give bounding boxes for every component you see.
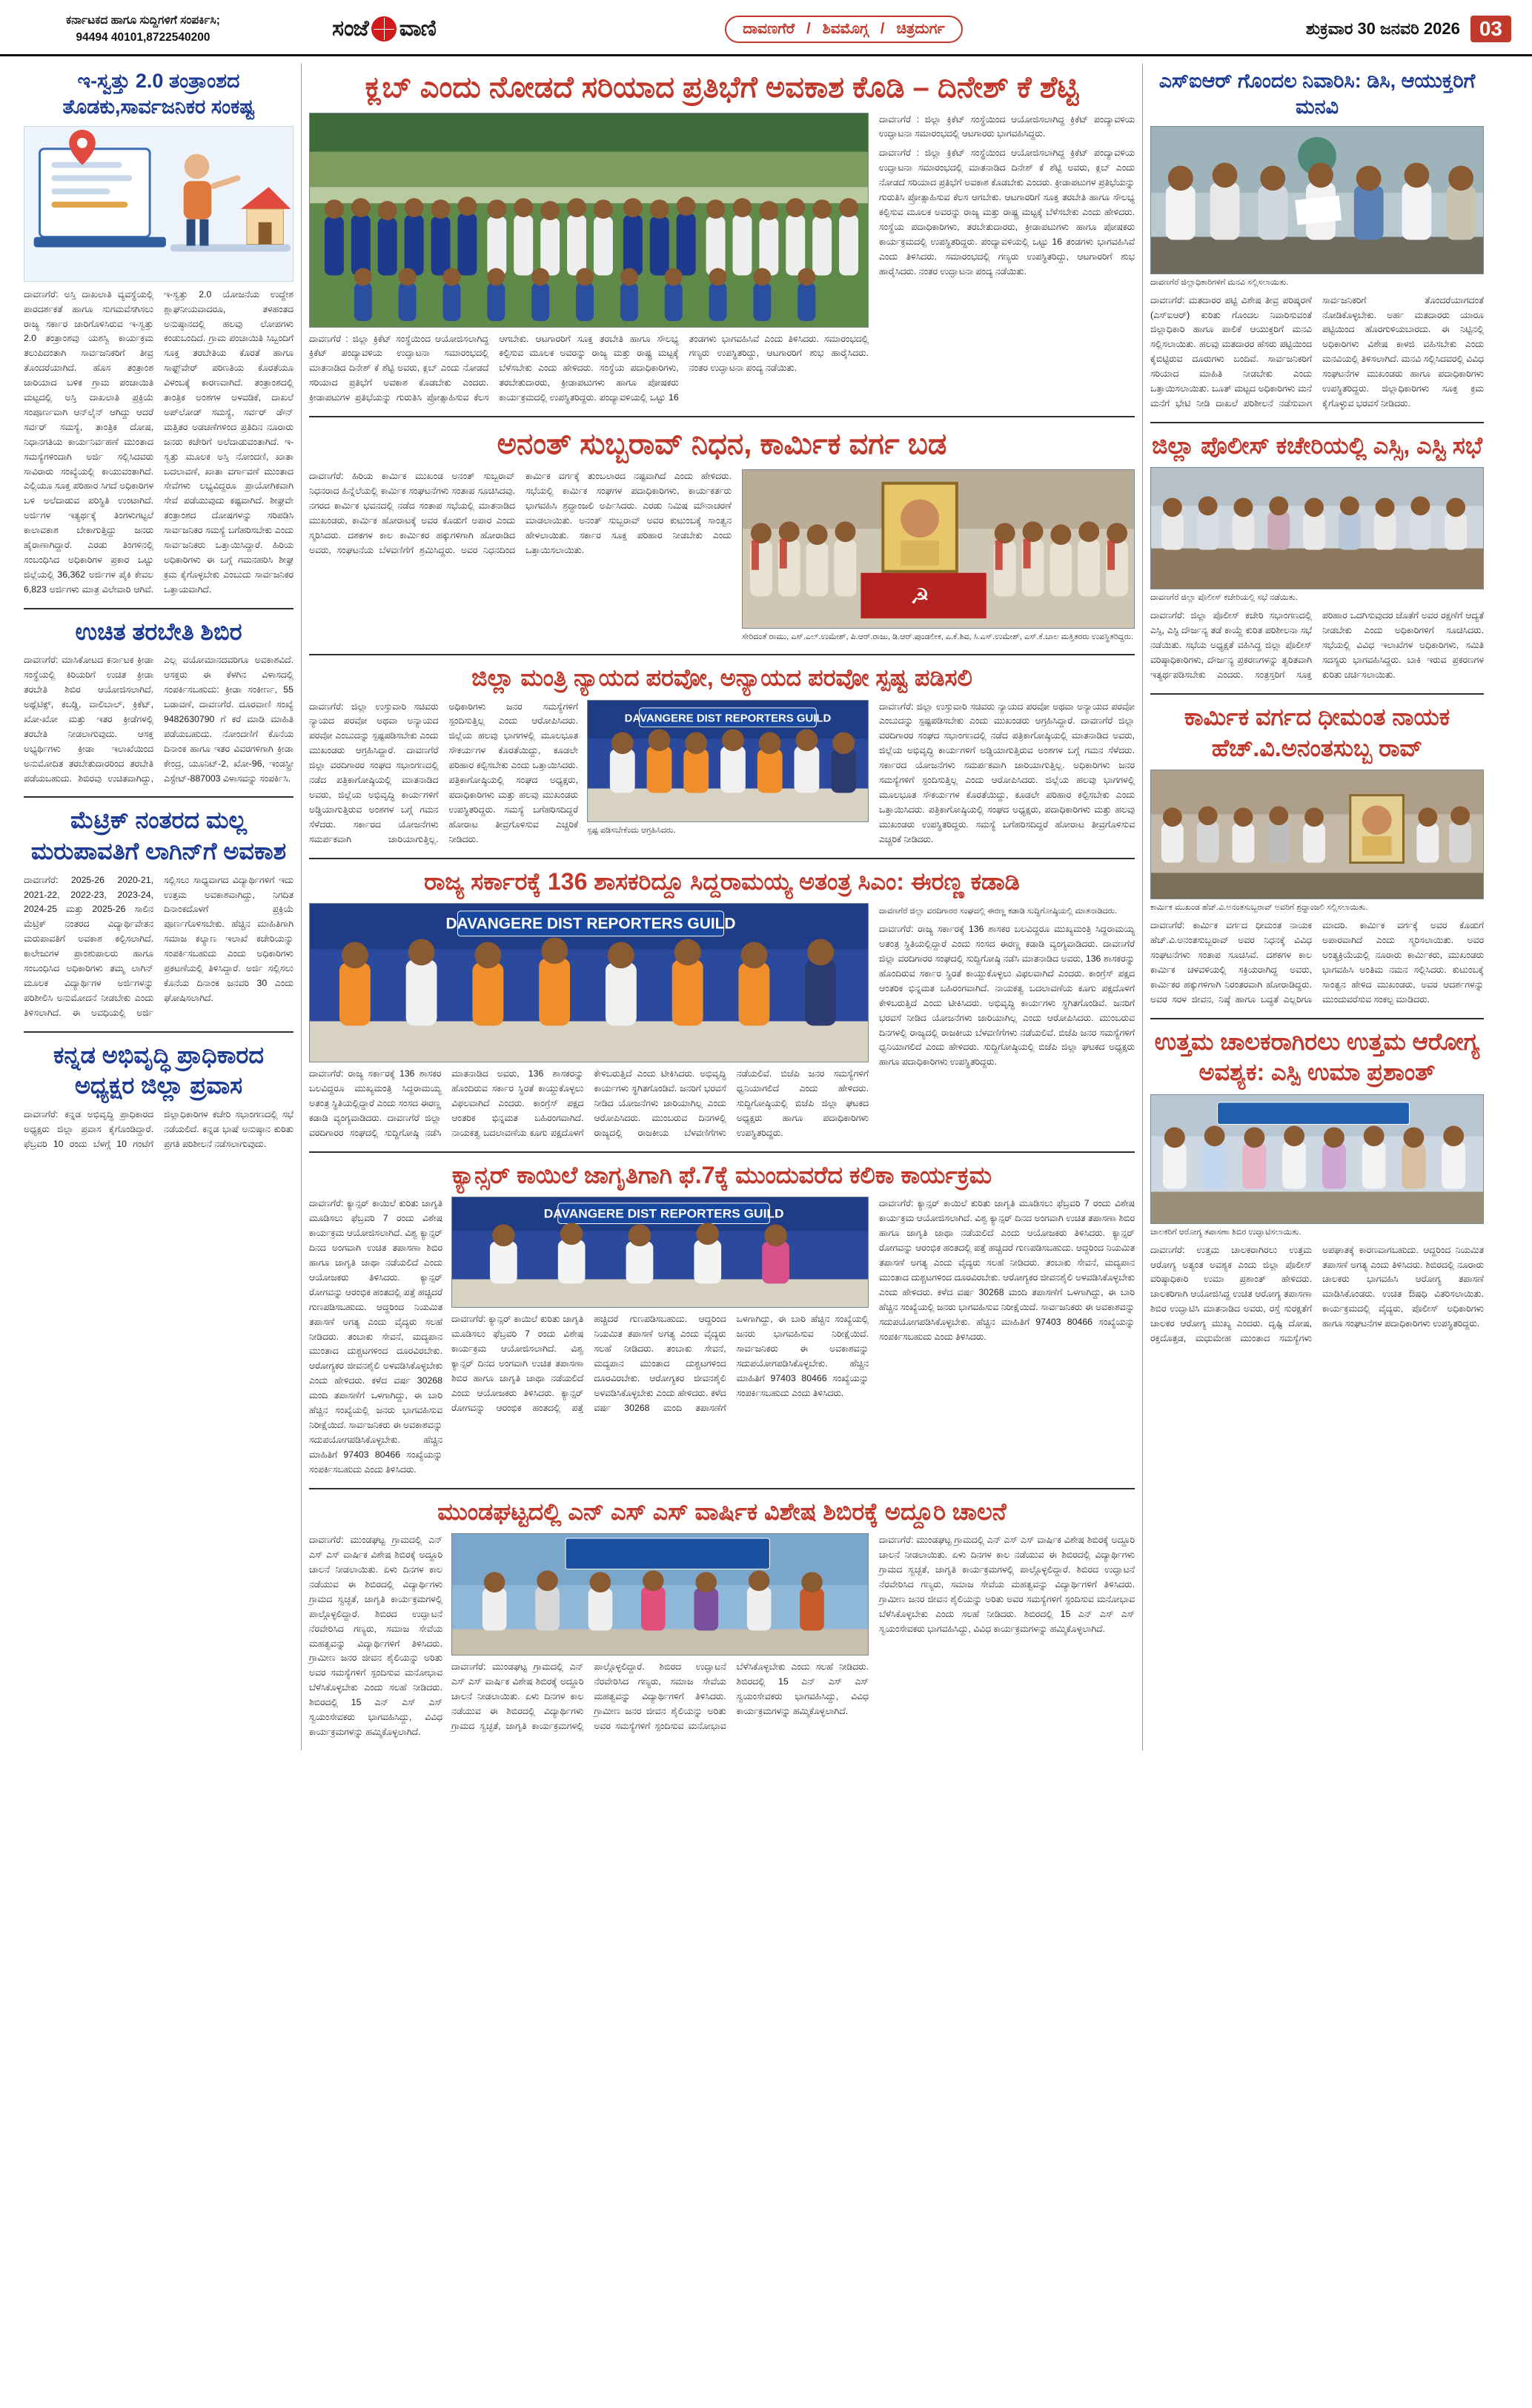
column-right bbox=[1143, 64, 1491, 1750]
edition-list bbox=[503, 16, 1185, 43]
column-middle bbox=[302, 64, 1143, 1750]
article-headline: ಕಾರ್ಮಿಕ ವರ್ಗದ ಧೀಮಂತ ನಾಯಕ ಹೆಚ್.ವಿ.ಅನಂತಸುಬ್ಬ ರಾವ್ bbox=[1184, 703, 1450, 761]
article-nss-camp bbox=[309, 1497, 1135, 1740]
svg-text:☭: ☭ bbox=[909, 584, 930, 609]
article-photo bbox=[309, 903, 869, 1062]
article-police-sc-st-meeting bbox=[1150, 431, 1484, 683]
photo-caption: ಕಾರ್ಮಿಕ ಮುಖಂಡ ಹೆಚ್.ವಿ.ಅನಂತಸುಬ್ಬರಾವ್ ಅವರಿಗೆ ಶ್ರದ್ಧಾಂಜಲಿ ಸಲ್ಲಿಸಲಾಯಿತು. bbox=[1150, 903, 1368, 913]
photo-caption: ದಾವಣಗೆರೆ ಜಿಲ್ಲಾ ವರದಿಗಾರರ ಸಂಘದಲ್ಲಿ ಈರಣ್ಣ ಕಡಾಡಿ ಸುದ್ದಿಗೋಷ್ಠಿಯಲ್ಲಿ ಮಾತನಾಡಿದರು. bbox=[879, 907, 1118, 916]
article-body: ದಾವಣಗೆರೆ: ಜಿಲ್ಲಾ ಪೊಲೀಸ್ ಕಚೇರಿ ಸಭಾಂಗಣದಲ್ಲಿ ಎಸ್ಸಿ, ಎಸ್ಟಿ ದೌರ್ಜನ್ಯ ತಡೆ ಕಾಯ್ದೆ ಕುರಿತ ಪರಿಶೀಲನಾ ಸಭೆ ನಡೆಯಿತು. ಸಭೆಯ ಅಧ್ಯಕ್ಷತೆ ವಹಿಸಿದ್ದ ಜಿಲ್ಲಾ ಪೊಲೀಸ್ ವರಿಷ್ಠಾಧಿಕಾರಿಗಳು, ದೌರ್ಜನ್ಯ ಪ್ರಕರಣಗಳನ್ನು ತ್ವರಿತವಾಗಿ ಇತ್ಯರ್ಥಪಡಿಸಬೇಕು ಎಂದರು. ಸಂತ್ರಸ್ತರಿಗೆ ಸೂಕ್ತ ಪರಿಹಾರ ಒದಗಿಸುವುದರ ಜೊತೆಗೆ ಅವರ ರಕ್ಷಣೆಗೆ ಆದ್ಯತೆ ನೀಡಬೇಕು ಎಂದು ಅಧಿಕಾರಿಗಳಿಗೆ ಸೂಚಿಸಿದರು. ಸಭೆಯಲ್ಲಿ ವಿವಿಧ ಇಲಾಖೆಗಳ ಅಧಿಕಾರಿಗಳು, ಸಮಿತಿ ಸದಸ್ಯರು ಭಾಗವಹಿಸಿದ್ದರು. ಬಾಕಿ ಇರುವ ಪ್ರಕರಣಗಳ ಕುರಿತು ಚರ್ಚಿಸಲಾಯಿತು. bbox=[1150, 610, 1484, 681]
divider bbox=[309, 1488, 1135, 1489]
photo-condolence-meeting bbox=[743, 470, 1134, 628]
article-body-side: ದಾವಣಗೆರೆ: ಕ್ಯಾನ್ಸರ್ ಕಾಯಿಲೆ ಕುರಿತು ಜಾಗೃತಿ ಮೂಡಿಸಲು ಫೆಬ್ರವರಿ 7 ರಂದು ವಿಶೇಷ ಕಾರ್ಯಕ್ರಮ ಆಯೋಜಿಸಲಾಗಿದೆ. ವಿಶ್ವ ಕ್ಯಾನ್ಸರ್ ದಿನದ ಅಂಗವಾಗಿ ಉಚಿತ ತಪಾಸಣಾ ಶಿಬಿರ ಹಾಗೂ ಜಾಗೃತಿ ಜಾಥಾ ನಡೆಯಲಿದೆ ಎಂದು ಆಯೋಜಕರು ತಿಳಿಸಿದರು. ಕ್ಯಾನ್ಸರ್ ರೋಗವನ್ನು ಆರಂಭಿಕ ಹಂತದಲ್ಲಿ ಪತ್ತೆ ಹಚ್ಚಿದರೆ ಗುಣಪಡಿಸಬಹುದು. ಆದ್ದರಿಂದ ನಿಯಮಿತ ತಪಾಸಣೆ ಅಗತ್ಯ ಎಂದು ವೈದ್ಯರು ಸಲಹೆ ನೀಡಿದರು. ತಂಬಾಕು ಸೇವನೆ, ಮದ್ಯಪಾನ ಮುಂತಾದ ದುಶ್ಚಟಗಳಿಂದ ದೂರವಿರಬೇಕು. ಆರೋಗ್ಯಕರ ಜೀವನಶೈಲಿ ಅಳವಡಿಸಿಕೊಳ್ಳಬೇಕು ಎಂದು ಹೇಳಿದರು. ಕಳೆದ ವರ್ಷ 30268 ಮಂದಿ ತಪಾಸಣೆಗೆ ಒಳಗಾಗಿದ್ದು, ಈ ಬಾರಿ ಹೆಚ್ಚಿನ ಸಂಖ್ಯೆಯಲ್ಲಿ ಜನರು ಭಾಗವಹಿಸುವ ನಿರೀಕ್ಷೆಯಿದೆ. ಸಾರ್ವಜನಿಕರು ಈ ಅವಕಾಶವನ್ನು ಸದುಪಯೋಗಪಡಿಸಿಕೊಳ್ಳಬೇಕು. ಹೆಚ್ಚಿನ ಮಾಹಿತಿಗೆ 97403 80466 ಸಂಖ್ಯೆಯನ್ನು ಸಂಪರ್ಕಿಸಬಹುದು ಎಂದು ತಿಳಿಸಿದರು. bbox=[879, 1198, 1135, 1342]
page-number: 03 bbox=[1470, 16, 1511, 42]
article-photo bbox=[742, 469, 1135, 629]
divider bbox=[1150, 693, 1484, 695]
article-headline: ಉತ್ತಮ ಚಾಲಕರಾಗಿರಲು ಉತ್ತಮ ಆರೋಗ್ಯ ಅವಶ್ಯಕ: ಎಸ್ಪಿ ಉಮಾ ಪ್ರಶಾಂತ್ bbox=[1154, 1028, 1480, 1086]
divider bbox=[24, 796, 294, 798]
publication-date: ಶುಕ್ರವಾರ 30 ಜನವರಿ 2026 bbox=[1305, 19, 1460, 39]
divider bbox=[309, 1151, 1135, 1153]
column-left bbox=[16, 64, 302, 1750]
divider bbox=[24, 1031, 294, 1033]
edition-3: ಚಿತ್ರದುರ್ಗ bbox=[896, 20, 945, 37]
article-body: ದಾವಣಗೆರೆ: ಮತದಾರರ ಪಟ್ಟಿ ವಿಶೇಷ ತೀವ್ರ ಪರಿಷ್ಕರಣೆ (ಎಸ್‌ಐಆರ್) ಕುರಿತು ಗೊಂದಲ ನಿವಾರಿಸುವಂತೆ ಜಿಲ್ಲಾಧಿಕಾರಿ ಹಾಗೂ ಪಾಲಿಕೆ ಆಯುಕ್ತರಿಗೆ ಮನವಿ ಸಲ್ಲಿಸಲಾಯಿತು. ಹಲವು ಮತದಾರರ ಹೆಸರು ಪಟ್ಟಿಯಿಂದ ಕೈಬಿಟ್ಟಿರುವ ದೂರುಗಳು ಬಂದಿವೆ. ಸಾರ್ವಜನಿಕರಿಗೆ ಸರಿಯಾದ ಮಾಹಿತಿ ನೀಡಬೇಕು ಎಂದು ಒತ್ತಾಯಿಸಲಾಯಿತು. ಬೂತ್ ಮಟ್ಟದ ಅಧಿಕಾರಿಗಳು ಮನೆ ಮನೆಗೆ ಭೇಟಿ ನೀಡಿ ದಾಖಲೆ ಪರಿಶೀಲನೆ ನಡೆಸುವಾಗ ಸಾರ್ವಜನಿಕರಿಗೆ ತೊಂದರೆಯಾಗದಂತೆ ನೋಡಿಕೊಳ್ಳಬೇಕು. ಅರ್ಹ ಮತದಾರರು ಯಾರೂ ಪಟ್ಟಿಯಿಂದ ಹೊರಗುಳಿಯಬಾರದು. ಈ ನಿಟ್ಟಿನಲ್ಲಿ ಅಧಿಕಾರಿಗಳು ವಿಶೇಷ ಕಾಳಜಿ ವಹಿಸಬೇಕು ಎಂದು ಮನವಿಯಲ್ಲಿ ತಿಳಿಸಲಾಗಿದೆ. ಮನವಿ ಸಲ್ಲಿಸಿದವರಲ್ಲಿ ವಿವಿಧ ಸಂಘಟನೆಗಳ ಮುಖಂಡರು ಹಾಗೂ ಪದಾಧಿಕಾರಿಗಳು ಉಪಸ್ಥಿತರಿದ್ದರು. ಜಿಲ್ಲಾಧಿಕಾರಿಗಳು ಸೂಕ್ತ ಕ್ರಮ ಕೈಗೊಳ್ಳುವ ಭರವಸೆ ನೀಡಿದರು. bbox=[1150, 294, 1484, 408]
article-headline: ಕ್ಯಾನ್ಸರ್ ಕಾಯಿಲೆ ಜಾಗೃತಿಗಾಗಿ ಫೆ.7ಕ್ಕೆ ಮುಂದುವರೆದ ಕಲಿಕಾ ಕಾರ್ಯಕ್ರಮ bbox=[451, 1161, 992, 1188]
article-body: ದಾವಣಗೆರೆ: ಜಿಲ್ಲಾ ಉಸ್ತುವಾರಿ ಸಚಿವರು ನ್ಯಾಯದ ಪರವೋ ಅಥವಾ ಅನ್ಯಾಯದ ಪರವೋ ಎಂಬುದನ್ನು ಸ್ಪಷ್ಟಪಡಿಸಬೇಕು ಎಂದು ಮುಖಂಡರು ಆಗ್ರಹಿಸಿದ್ದಾರೆ. ದಾವಣಗೆರೆ ಜಿಲ್ಲಾ ವರದಿಗಾರರ ಸಂಘದ ಸಭಾಂಗಣದಲ್ಲಿ ನಡೆದ ಪತ್ರಿಕಾಗೋಷ್ಠಿಯಲ್ಲಿ ಮಾತನಾಡಿದ ಅವರು, ಜಿಲ್ಲೆಯ ಅಭಿವೃದ್ಧಿ ಕಾರ್ಯಗಳಿಗೆ ಅಡ್ಡಿಯಾಗುತ್ತಿರುವ ಅಂಶಗಳ ಬಗ್ಗೆ ಗಮನ ಸೆಳೆದರು. ಸರ್ಕಾರದ ಯೋಜನೆಗಳು ಸಮರ್ಪಕವಾಗಿ ಜಾರಿಯಾಗುತ್ತಿಲ್ಲ. ಅಧಿಕಾರಿಗಳು ಜನರ ಸಮಸ್ಯೆಗಳಿಗೆ ಸ್ಪಂದಿಸುತ್ತಿಲ್ಲ ಎಂದು ಆರೋಪಿಸಿದರು. ಜಿಲ್ಲೆಯ ಹಲವು ಭಾಗಗಳಲ್ಲಿ ಮೂಲಭೂತ ಸೌಕರ್ಯಗಳ ಕೊರತೆಯಿದ್ದು, ಕೂಡಲೇ ಪರಿಹಾರ ಕಲ್ಪಿಸಬೇಕು ಎಂದು ಒತ್ತಾಯಿಸಿದರು. ಪತ್ರಿಕಾಗೋಷ್ಠಿಯಲ್ಲಿ ಸಂಘದ ಅಧ್ಯಕ್ಷರು, ಪದಾಧಿಕಾರಿಗಳು ಮತ್ತು ಹಲವು ಮುಖಂಡರು ಉಪಸ್ಥಿತರಿದ್ದರು. ಸಮಸ್ಯೆ ಬಗೆಹರಿಸದಿದ್ದರೆ ಹೋರಾಟ ತೀವ್ರಗೊಳಿಸುವ ಎಚ್ಚರಿಕೆ ನೀಡಿದರು. bbox=[309, 701, 578, 844]
article-eswattu bbox=[24, 68, 294, 598]
photo-press-meet-3 bbox=[452, 1197, 868, 1307]
article-body-side: ದಾವಣಗೆರೆ: ಜಿಲ್ಲಾ ಉಸ್ತುವಾರಿ ಸಚಿವರು ನ್ಯಾಯದ ಪರವೋ ಅಥವಾ ಅನ್ಯಾಯದ ಪರವೋ ಎಂಬುದನ್ನು ಸ್ಪಷ್ಟಪಡಿಸಬೇಕು ಎಂದು ಮುಖಂಡರು ಆಗ್ರಹಿಸಿದ್ದಾರೆ. ದಾವಣಗೆರೆ ಜಿಲ್ಲಾ ವರದಿಗಾರರ ಸಂಘದ ಸಭಾಂಗಣದಲ್ಲಿ ನಡೆದ ಪತ್ರಿಕಾಗೋಷ್ಠಿಯಲ್ಲಿ ಮಾತನಾಡಿದ ಅವರು, ಜಿಲ್ಲೆಯ ಅಭಿವೃದ್ಧಿ ಕಾರ್ಯಗಳಿಗೆ ಅಡ್ಡಿಯಾಗುತ್ತಿರುವ ಅಂಶಗಳ ಬಗ್ಗೆ ಗಮನ ಸೆಳೆದರು. ಸರ್ಕಾರದ ಯೋಜನೆಗಳು ಸಮರ್ಪಕವಾಗಿ ಜಾರಿಯಾಗುತ್ತಿಲ್ಲ. ಅಧಿಕಾರಿಗಳು ಜನರ ಸಮಸ್ಯೆಗಳಿಗೆ ಸ್ಪಂದಿಸುತ್ತಿಲ್ಲ ಎಂದು ಆರೋಪಿಸಿದರು. ಜಿಲ್ಲೆಯ ಹಲವು ಭಾಗಗಳಲ್ಲಿ ಮೂಲಭೂತ ಸೌಕರ್ಯಗಳ ಕೊರತೆಯಿದ್ದು, ಕೂಡಲೇ ಪರಿಹಾರ ಕಲ್ಪಿಸಬೇಕು ಎಂದು ಒತ್ತಾಯಿಸಿದರು. ಪತ್ರಿಕಾಗೋಷ್ಠಿಯಲ್ಲಿ ಸಂಘದ ಅಧ್ಯಕ್ಷರು, ಪದಾಧಿಕಾರಿಗಳು ಮತ್ತು ಹಲವು ಮುಖಂಡರು ಉಪಸ್ಥಿತರಿದ್ದರು. ಸಮಸ್ಯೆ ಬಗೆಹರಿಸದಿದ್ದರೆ ಹೋರಾಟ ತೀವ್ರಗೊಳಿಸುವ ಎಚ್ಚರಿಕೆ ನೀಡಿದರು. bbox=[879, 701, 1135, 844]
article-body: ದಾವಣಗೆರೆ: ಮಾಸಿಕೋಟದ ಕರ್ನಾಟಕ ಕ್ರೀಡಾ ಸಂಸ್ಥೆಯಲ್ಲಿ ಕಿರಿಯರಿಗೆ ಉಚಿತ ಕ್ರೀಡಾ ತರಬೇತಿ ಶಿಬಿರ ಆಯೋಜಿಸಲಾಗಿದೆ. ಅಥ್ಲೆಟಿಕ್ಸ್, ಕಬಡ್ಡಿ, ವಾಲಿಬಾಲ್, ಕ್ರಿಕೆಟ್, ಖೋ-ಖೋ ಮತ್ತು ಇತರ ಕ್ರೀಡೆಗಳಲ್ಲಿ ತರಬೇತಿ ನೀಡಲಾಗುವುದು. ಆಸಕ್ತ ಅಭ್ಯರ್ಥಿಗಳು ಕ್ರೀಡಾ ಇಲಾಖೆಯಿಂದ ಅನುಮೋದಿತ ತರಬೇತುದಾರರಿಂದ ತರಬೇತಿ ಪಡೆಯಬಹುದು. ಶಿಬಿರವು ಉಚಿತವಾಗಿದ್ದು, ಎಲ್ಲ ವಯೋಮಾನದವರಿಗೂ ಅವಕಾಶವಿದೆ. ಆಸಕ್ತರು ಈ ಕೆಳಗಿನ ವಿಳಾಸದಲ್ಲಿ ಸಂಪರ್ಕಿಸಬಹುದು: ಕ್ರೀಡಾ ಸಂಕೀರ್ಣ, 55 ಬಡಾವಣೆ, ದಾವಣಗೆರೆ. ದೂರವಾಣಿ ಸಂಖ್ಯೆ 9482630790 ಗೆ ಕರೆ ಮಾಡಿ ಮಾಹಿತಿ ಪಡೆಯಬಹುದು. ನೋಂದಣಿಗೆ ಕೊನೆಯ ದಿನಾಂಕ ಹಾಗೂ ಇತರ ವಿವರಗಳಿಗಾಗಿ ಕ್ರೀಡಾ ಕೇಂದ್ರ, ಯೂನಿಟ್-2, ಖೋ-96, ಇಂಡಸ್ಟ್ರೀ ಎಸ್ಟೇಟ್-887003 ವಿಳಾಸವನ್ನು ಸಂಪರ್ಕಿಸಿ. bbox=[24, 655, 294, 784]
article-photo bbox=[587, 700, 869, 822]
divider bbox=[1150, 1018, 1484, 1019]
logo-text-left: ಸಂಜೆ bbox=[332, 16, 368, 42]
page-content bbox=[0, 56, 1532, 1764]
article-body-side: ದಾವಣಗೆರೆ : ಜಿಲ್ಲಾ ಕ್ರಿಕೆಟ್ ಸಂಸ್ಥೆಯಿಂದ ಆಯೋಜಿಸಲಾಗಿದ್ದ ಕ್ರಿಕೆಟ್ ಪಂದ್ಯಾವಳಿಯ ಉದ್ಘಾಟನಾ ಸಮಾರಂಭದಲ್ಲಿ ಆಟಗಾರರು ಭಾಗವಹಿಸಿದ್ದರು. bbox=[879, 113, 1135, 139]
photo-caption: ಚಾಲಕರಿಗೆ ಆರೋಗ್ಯ ತಪಾಸಣಾ ಶಿಬಿರ ಉದ್ಘಾಟಿಸಲಾಯಿತು. bbox=[1150, 1227, 1301, 1237]
article-body-left: ದಾವಣಗೆರೆ: ಮುಂಡಘಟ್ಟ ಗ್ರಾಮದಲ್ಲಿ ಎನ್ ಎಸ್ ಎಸ್ ವಾರ್ಷಿಕ ವಿಶೇಷ ಶಿಬಿರಕ್ಕೆ ಅದ್ದೂರಿ ಚಾಲನೆ ನೀಡಲಾಯಿತು. ಏಳು ದಿನಗಳ ಕಾಲ ನಡೆಯುವ ಈ ಶಿಬಿರದಲ್ಲಿ ವಿದ್ಯಾರ್ಥಿಗಳು ಗ್ರಾಮದ ಸ್ವಚ್ಛತೆ, ಜಾಗೃತಿ ಕಾರ್ಯಕ್ರಮಗಳಲ್ಲಿ ಪಾಲ್ಗೊಳ್ಳಲಿದ್ದಾರೆ. ಶಿಬಿರದ ಉದ್ಘಾಟನೆ ನೆರವೇರಿಸಿದ ಗಣ್ಯರು, ಸಮಾಜ ಸೇವೆಯ ಮಹತ್ವವನ್ನು ವಿದ್ಯಾರ್ಥಿಗಳಿಗೆ ತಿಳಿಸಿದರು. ಗ್ರಾಮೀಣ ಜನರ ಜೀವನ ಶೈಲಿಯನ್ನು ಅರಿತು ಅವರ ಸಮಸ್ಯೆಗಳಿಗೆ ಸ್ಪಂದಿಸುವ ಮನೋಭಾವ ಬೆಳೆಸಿಕೊಳ್ಳಬೇಕು ಎಂದು ಸಲಹೆ ನೀಡಿದರು. ಶಿಬಿರದಲ್ಲಿ 15 ಎನ್ ಎಸ್ ಎಸ್ ಸ್ವಯಂಸೇವಕರು ಭಾಗವಹಿಸಿದ್ದು, ವಿವಿಧ ಕಾರ್ಯಕ್ರಮಗಳನ್ನು ಹಮ್ಮಿಕೊಳ್ಳಲಾಗಿದೆ. bbox=[309, 1535, 442, 1737]
article-scholarship bbox=[24, 805, 294, 1020]
divider bbox=[1150, 422, 1484, 423]
article-anant-subbarao bbox=[309, 425, 1135, 644]
masthead-date-page bbox=[1193, 16, 1511, 42]
article-kannada-authority bbox=[24, 1040, 294, 1152]
article-body: ದಾವಣಗೆರೆ: ಮುಂಡಘಟ್ಟ ಗ್ರಾಮದಲ್ಲಿ ಎನ್ ಎಸ್ ಎಸ್ ವಾರ್ಷಿಕ ವಿಶೇಷ ಶಿಬಿರಕ್ಕೆ ಅದ್ದೂರಿ ಚಾಲನೆ ನೀಡಲಾಯಿತು. ಏಳು ದಿನಗಳ ಕಾಲ ನಡೆಯುವ ಈ ಶಿಬಿರದಲ್ಲಿ ವಿದ್ಯಾರ್ಥಿಗಳು ಗ್ರಾಮದ ಸ್ವಚ್ಛತೆ, ಜಾಗೃತಿ ಕಾರ್ಯಕ್ರಮಗಳಲ್ಲಿ ಪಾಲ್ಗೊಳ್ಳಲಿದ್ದಾರೆ. ಶಿಬಿರದ ಉದ್ಘಾಟನೆ ನೆರವೇರಿಸಿದ ಗಣ್ಯರು, ಸಮಾಜ ಸೇವೆಯ ಮಹತ್ವವನ್ನು ವಿದ್ಯಾರ್ಥಿಗಳಿಗೆ ತಿಳಿಸಿದರು. ಗ್ರಾಮೀಣ ಜನರ ಜೀವನ ಶೈಲಿಯನ್ನು ಅರಿತು ಅವರ ಸಮಸ್ಯೆಗಳಿಗೆ ಸ್ಪಂದಿಸುವ ಮನೋಭಾವ ಬೆಳೆಸಿಕೊಳ್ಳಬೇಕು ಎಂದು ಸಲಹೆ ನೀಡಿದರು. ಶಿಬಿರದಲ್ಲಿ 15 ಎನ್ ಎಸ್ ಎಸ್ ಸ್ವಯಂಸೇವಕರು ಭಾಗವಹಿಸಿದ್ದು, ವಿವಿಧ ಕಾರ್ಯಕ್ರಮಗಳನ್ನು ಹಮ್ಮಿಕೊಳ್ಳಲಾಗಿದೆ. bbox=[451, 1661, 869, 1731]
article-training-camp bbox=[24, 617, 294, 787]
edition-separator-1: / bbox=[806, 20, 811, 37]
article-headline: ಉಚಿತ ತರಬೇತಿ ಶಿಬಿರ bbox=[75, 618, 242, 645]
article-headline: ಮೆಟ್ರಿಕ್ ನಂತರದ ಮಲ್ಲ ಮರುಪಾವತಿಗೆ ಲಾಗಿನ್‌ಗೆ ಅವಕಾಶ bbox=[30, 807, 287, 865]
article-headline: ಎಸ್‌ಐಆರ್ ಗೊಂದಲ ನಿವಾರಿಸಿ: ಡಿಸಿ, ಆಯುಕ್ತರಿಗೆ ಮನವಿ bbox=[1158, 69, 1476, 118]
photo-press-meet-2 bbox=[310, 904, 868, 1062]
photo-nss-camp bbox=[452, 1534, 868, 1655]
logo-text-right: ವಾಣಿ bbox=[399, 16, 436, 42]
svg-text:DAVANGERE DIST REPORTERS GUILD: DAVANGERE DIST REPORTERS GUILD bbox=[624, 712, 832, 725]
photo-caption: ಸ್ಪಷ್ಟ ಪಡಿಸಬೇಕೆಂದು ಆಗ್ರಹಿಸಿದರು. bbox=[587, 825, 676, 835]
divider bbox=[309, 654, 1135, 655]
article-body: ದಾವಣಗೆರೆ: ಅಸ್ತಿ ದಾಖಲಾತಿ ವ್ಯವಸ್ಥೆಯಲ್ಲಿ ಪಾರದರ್ಶಕತೆ ಹಾಗೂ ಸುಗಮವೆಸಗಿಸಲು ರಾಜ್ಯ ಸರ್ಕಾರ ಜಾರಿಗೊಳಿಸಿರುವ ಇ-ಸ್ವತ್ತು 2.0 ತಂತ್ರಾಂಶವು ಯಶಸ್ವಿ ಕಾರ್ಯಕ್ರಮ ತಲುಪಿದಂತಾಗಿ ಸಾರ್ವಜನಿಕರಿಗೆ ತೀವ್ರ ತೊಂದರೆಯಾಗಿದೆ. ಹೊಸ ತಂತ್ರಾಂಶ ಜಾರಿಯಾದ ಬಳಿಕ ಗ್ರಾಮ ಪಂಚಾಯಿತಿ ಮಟ್ಟದಲ್ಲಿ ಅಸ್ತಿ ದಾಖಲಾತಿ ಪ್ರಕ್ರಿಯೆ ಸಂಪೂರ್ಣವಾಗಿ ಆನ್‌ಲೈನ್ ಆಗಿದ್ದು ಆದರೆ ಸರ್ವರ್ ಸಮಸ್ಯೆ, ತಾಂತ್ರಿಕ ದೋಷ, ನಿಧಾನಗತಿಯ ಕಾರ್ಯನಿರ್ವಹಣೆ ಮುಂತಾದ ಸಮಸ್ಯೆಗಳಿಂದಾಗಿ ಅರ್ಜಿ ಸಲ್ಲಿಸಿದವರು ಸಾವಿರಾರು ಸಂಖ್ಯೆಯಲ್ಲಿ ಕಾಯುವಂತಾಗಿದೆ. ಎಲ್ಲಿಯೂ ಸೂಕ್ತ ಪರಿಹಾರ ಸಿಗದೆ ಅಧಿಕಾರಿಗಳ ಬಳಿ ಅಲೆದಾಡುವ ಪರಿಸ್ಥಿತಿ ಉಂಟಾಗಿದೆ. ಅರ್ಜಿಗಳ ಇತ್ಯರ್ಥಕ್ಕೆ ತಿಂಗಳುಗಟ್ಟಲೆ ಕಾಲಾವಕಾಶ ಬೇಕಾಗುತ್ತಿದ್ದು ಜನರು ಹೈರಾಣಾಗಿದ್ದಾರೆ. ಎರಡು ತಿಂಗಳಿನಲ್ಲಿ ಸಂಬಂಧಿಸಿದ ಅಧಿಕಾರಿಗಳ ಪ್ರಕಾರ ಒಟ್ಟು ಜಿಲ್ಲೆಯಲ್ಲಿ 36,362 ಅರ್ಜಿಗಳ ಪೈಕಿ ಕೇವಲ 6,823 ಅರ್ಜಿಗಳು ಮಾತ್ರ ವಿಲೇವಾರಿ ಆಗಿವೆ. ಇ-ಸ್ವತ್ತು 2.0 ಯೋಜನೆಯ ಉದ್ದೇಶ ಶ್ಲಾಘನೀಯವಾದರೂ, ತಳಹಂತದ ಅನುಷ್ಠಾನದಲ್ಲಿ ಹಲವು ಲೋಪಗಳು ಕಂಡುಬಂದಿದೆ. ಗ್ರಾಮ ಪಂಚಾಯಿತಿ ಸಿಬ್ಬಂದಿಗೆ ಸೂಕ್ತ ತರಬೇತಿಯ ಕೊರತೆ ಹಾಗೂ ಸಾಫ್ಟ್‌ವೇರ್ ಪರಿಣತಿಯ ಕೊರತೆಯೂ ವಿಳಂಬಕ್ಕೆ ಕಾರಣವಾಗಿದೆ. ತಂತ್ರಾಂಶದಲ್ಲಿ ತಾಂತ್ರಿಕ ಅಂಶಗಳ ಅಳವಡಿಕೆ, ದಾಖಲೆ ಅಪ್‌ಲೋಡ್ ಸಮಸ್ಯೆ, ಸರ್ವರ್ ಡೌನ್ ಮತ್ತಿತರ ಅಡಚಣೆಗಳಿಂದ ಪ್ರತಿದಿನ ನೂರಾರು ಜನರು ಕಚೇರಿಗೆ ಅಲೆದಾಡುವಂತಾಗಿದೆ. ಇ-ಸ್ವತ್ತು ಮೂಲಕ ಅಸ್ತಿ ನೋಂದಣಿ, ಖಾತಾ ಬದಲಾವಣೆ, ಖಾತಾ ವರ್ಗಾವಣೆ ಮುಂತಾದ ಸೇವೆಗಳು ಲಭ್ಯವಿದ್ದರೂ ಪ್ರಾಯೋಗಿಕವಾಗಿ ಸೇವೆ ಪಡೆಯುವುದು ಕಷ್ಟವಾಗಿದೆ. ಶೀಘ್ರವೇ ತಂತ್ರಾಂಶದ ದೋಷಗಳನ್ನು ಸರಿಪಡಿಸಿ ಸಾರ್ವಜನಿಕರ ಸಮಸ್ಯೆ ಬಗೆಹರಿಸಬೇಕು ಎಂದು ಸಾರ್ವಜನಿಕರು ಒತ್ತಾಯಿಸಿದ್ದಾರೆ. ಹಿರಿಯ ಅಧಿಕಾರಿಗಳು ಈ ಬಗ್ಗೆ ಗಮನಹರಿಸಿ ಶೀಘ್ರ ಕ್ರಮ ಕೈಗೊಳ್ಳಬೇಕು ಎಂಬುದು ಸಾರ್ವಜನಿಕರ ಒತ್ತಾಯವಾಗಿದೆ. bbox=[24, 288, 294, 595]
article-body: ದಾವಣಗೆರೆ: 2025-26 2020-21, 2021-22, 2022-23, 2023-24, 2024-25 ಮತ್ತು 2025-26 ಸಾಲಿನ ಮೆಟ್ರಿಕ್ ನಂತರದ ವಿದ್ಯಾರ್ಥಿವೇತನ ಮರುಪಾವತಿಗೆ ಅವಕಾಶ ಕಲ್ಪಿಸಲಾಗಿದೆ. ಕಾಲೇಜುಗಳ ಪ್ರಾಂಶುಪಾಲರು ಹಾಗೂ ಸಂಬಂಧಿಸಿದ ಅಧಿಕಾರಿಗಳು ತಮ್ಮ ಲಾಗಿನ್ ಮೂಲಕ ವಿದ್ಯಾರ್ಥಿಗಳ ಅರ್ಜಿಗಳನ್ನು ಪರಿಶೀಲಿಸಿ ಅನುಮೋದನೆ ನೀಡಬೇಕು ಎಂದು ತಿಳಿಸಲಾಗಿದೆ. ಈ ಅವಧಿಯಲ್ಲಿ ಅರ್ಜಿ ಸಲ್ಲಿಸಲು ಸಾಧ್ಯವಾಗದ ವಿದ್ಯಾರ್ಥಿಗಳಿಗೆ ಇದು ಉತ್ತಮ ಅವಕಾಶವಾಗಿದ್ದು, ನಿಗದಿತ ದಿನಾಂಕದೊಳಗೆ ಪ್ರಕ್ರಿಯೆ ಪೂರ್ಣಗೊಳಿಸಬೇಕು. ಹೆಚ್ಚಿನ ಮಾಹಿತಿಗಾಗಿ ಸಮಾಜ ಕಲ್ಯಾಣ ಇಲಾಖೆ ಕಚೇರಿಯನ್ನು ಸಂಪರ್ಕಿಸಬಹುದು ಎಂದು ಅಧಿಕಾರಿಗಳು ಪ್ರಕಟಣೆಯಲ್ಲಿ ತಿಳಿಸಿದ್ದಾರೆ. ಅರ್ಜಿ ಸಲ್ಲಿಸಲು ಕೊನೆಯ ದಿನಾಂಕ ಜನವರಿ 30 ಎಂದು ಘೋಷಿಸಲಾಗಿದೆ. bbox=[24, 874, 294, 1018]
article-body: ದಾವಣಗೆರೆ: ಉತ್ತಮ ಚಾಲಕರಾಗಿರಲು ಉತ್ತಮ ಆರೋಗ್ಯ ಅತ್ಯಂತ ಅವಶ್ಯಕ ಎಂದು ಜಿಲ್ಲಾ ಪೊಲೀಸ್ ವರಿಷ್ಠಾಧಿಕಾರಿ ಉಮಾ ಪ್ರಶಾಂತ್ ಹೇಳಿದರು. ಚಾಲಕರಿಗಾಗಿ ಆಯೋಜಿಸಿದ್ದ ಉಚಿತ ಆರೋಗ್ಯ ತಪಾಸಣಾ ಶಿಬಿರ ಉದ್ಘಾಟಿಸಿ ಮಾತನಾಡಿದ ಅವರು, ರಸ್ತೆ ಸುರಕ್ಷತೆಗೆ ಚಾಲಕರ ಆರೋಗ್ಯ ಮುಖ್ಯ ಎಂದರು. ದೃಷ್ಟಿ ದೋಷ, ರಕ್ತದೊತ್ತಡ, ಮಧುಮೇಹ ಮುಂತಾದ ಸಮಸ್ಯೆಗಳು ಅಪಘಾತಕ್ಕೆ ಕಾರಣವಾಗಬಹುದು. ಆದ್ದರಿಂದ ನಿಯಮಿತ ತಪಾಸಣೆ ಅಗತ್ಯ ಎಂದು ತಿಳಿಸಿದರು. ಶಿಬಿರದಲ್ಲಿ ನೂರಾರು ಚಾಲಕರು ಭಾಗವಹಿಸಿ ಆರೋಗ್ಯ ತಪಾಸಣೆ ಮಾಡಿಸಿಕೊಂಡರು. ಉಚಿತ ಔಷಧಿ ವಿತರಿಸಲಾಯಿತು. ಕಾರ್ಯಕ್ರಮದಲ್ಲಿ ವೈದ್ಯರು, ಪೊಲೀಸ್ ಅಧಿಕಾರಿಗಳು ಹಾಗೂ ಸಂಘಟನೆಗಳ ಪದಾಧಿಕಾರಿಗಳು ಉಪಸ್ಥಿತರಿದ್ದರು. bbox=[1150, 1244, 1484, 1344]
article-body-left: ದಾವಣಗೆರೆ: ಕ್ಯಾನ್ಸರ್ ಕಾಯಿಲೆ ಕುರಿತು ಜಾಗೃತಿ ಮೂಡಿಸಲು ಫೆಬ್ರವರಿ 7 ರಂದು ವಿಶೇಷ ಕಾರ್ಯಕ್ರಮ ಆಯೋಜಿಸಲಾಗಿದೆ. ವಿಶ್ವ ಕ್ಯಾನ್ಸರ್ ದಿನದ ಅಂಗವಾಗಿ ಉಚಿತ ತಪಾಸಣಾ ಶಿಬಿರ ಹಾಗೂ ಜಾಗೃತಿ ಜಾಥಾ ನಡೆಯಲಿದೆ ಎಂದು ಆಯೋಜಕರು ತಿಳಿಸಿದರು. ಕ್ಯಾನ್ಸರ್ ರೋಗವನ್ನು ಆರಂಭಿಕ ಹಂತದಲ್ಲಿ ಪತ್ತೆ ಹಚ್ಚಿದರೆ ಗುಣಪಡಿಸಬಹುದು. ಆದ್ದರಿಂದ ನಿಯಮಿತ ತಪಾಸಣೆ ಅಗತ್ಯ ಎಂದು ವೈದ್ಯರು ಸಲಹೆ ನೀಡಿದರು. ತಂಬಾಕು ಸೇವನೆ, ಮದ್ಯಪಾನ ಮುಂತಾದ ದುಶ್ಚಟಗಳಿಂದ ದೂರವಿರಬೇಕು. ಆರೋಗ್ಯಕರ ಜೀವನಶೈಲಿ ಅಳವಡಿಸಿಕೊಳ್ಳಬೇಕು ಎಂದು ಹೇಳಿದರು. ಕಳೆದ ವರ್ಷ 30268 ಮಂದಿ ತಪಾಸಣೆಗೆ ಒಳಗಾಗಿದ್ದು, ಈ ಬಾರಿ ಹೆಚ್ಚಿನ ಸಂಖ್ಯೆಯಲ್ಲಿ ಜನರು ಭಾಗವಹಿಸುವ ನಿರೀಕ್ಷೆಯಿದೆ. ಸಾರ್ವಜನಿಕರು ಈ ಅವಕಾಶವನ್ನು ಸದುಪಯೋಗಪಡಿಸಿಕೊಳ್ಳಬೇಕು. ಹೆಚ್ಚಿನ ಮಾಹಿತಿಗೆ 97403 80466 ಸಂಖ್ಯೆಯನ್ನು ಸಂಪರ್ಕಿಸಬಹುದು ಎಂದು ತಿಳಿಸಿದರು. bbox=[309, 1198, 442, 1475]
article-district-minister bbox=[309, 663, 1135, 847]
divider bbox=[309, 416, 1135, 417]
article-headline: ಕ್ಲಬ್ ಎಂದು ನೋಡದೆ ಸರಿಯಾದ ಪ್ರತಿಭೆಗೆ ಅವಕಾಶ ಕೊಡಿ – ದಿನೇಶ್ ಕೆ ಶೆಟ್ಟಿ bbox=[365, 70, 1079, 104]
illustration-property-registration bbox=[24, 126, 294, 282]
article-photo bbox=[1150, 467, 1484, 589]
illustration-svg bbox=[24, 127, 293, 281]
contact-line-2: 94494 40101,8722540200 bbox=[76, 31, 210, 44]
article-body-side-cont: ದಾವಣಗೆರೆ : ಜಿಲ್ಲಾ ಕ್ರಿಕೆಟ್ ಸಂಸ್ಥೆಯಿಂದ ಆಯೋಜಿಸಲಾಗಿದ್ದ ಕ್ರಿಕೆಟ್ ಪಂದ್ಯಾವಳಿಯ ಉದ್ಘಾಟನಾ ಸಮಾರಂಭದಲ್ಲಿ ಮಾತನಾಡಿದ ದಿನೇಶ್ ಕೆ ಶೆಟ್ಟಿ ಅವರು, ಕ್ಲಬ್ ಎಂದು ನೋಡದೆ ಸರಿಯಾದ ಪ್ರತಿಭೆಗೆ ಅವಕಾಶ ಕೊಡಬೇಕು ಎಂದರು. ಕ್ರೀಡಾಪಟುಗಳ ಪ್ರತಿಭೆಯನ್ನು ಗುರುತಿಸಿ ಪ್ರೋತ್ಸಾಹಿಸುವ ಕೆಲಸ ಆಗಬೇಕು. ಆಟಗಾರರಿಗೆ ಸೂಕ್ತ ತರಬೇತಿ ಹಾಗೂ ಸೌಲಭ್ಯ ಕಲ್ಪಿಸುವ ಮೂಲಕ ಅವರನ್ನು ರಾಜ್ಯ ಮತ್ತು ರಾಷ್ಟ್ರ ಮಟ್ಟಕ್ಕೆ ಬೆಳೆಸಬೇಕು ಎಂದು ಹೇಳಿದರು. ಸಂಸ್ಥೆಯ ಪದಾಧಿಕಾರಿಗಳು, ತರಬೇತುದಾರರು, ಕ್ರೀಡಾಪಟುಗಳು ಹಾಗೂ ಪೋಷಕರು ಕಾರ್ಯಕ್ರಮದಲ್ಲಿ ಉಪಸ್ಥಿತರಿದ್ದರು. ಪಂದ್ಯಾವಳಿಯಲ್ಲಿ ಒಟ್ಟು 16 ತಂಡಗಳು ಭಾಗವಹಿಸಿವೆ ಎಂದು ತಿಳಿಸಿದರು. ಸಮಾರಂಭದಲ್ಲಿ ಗಣ್ಯರು ಉಪಸ್ಥಿತರಿದ್ದು, ಆಟಗಾರರಿಗೆ ಶುಭ ಹಾರೈಸಿದರು. ನಂತರ ಉದ್ಘಾಟನಾ ಪಂದ್ಯ ನಡೆಯಿತು. bbox=[879, 148, 1135, 277]
edition-1: ದಾವಣಗೆರೆ bbox=[743, 20, 795, 37]
article-body: ದಾವಣಗೆರೆ: ಕ್ಯಾನ್ಸರ್ ಕಾಯಿಲೆ ಕುರಿತು ಜಾಗೃತಿ ಮೂಡಿಸಲು ಫೆಬ್ರವರಿ 7 ರಂದು ವಿಶೇಷ ಕಾರ್ಯಕ್ರಮ ಆಯೋಜಿಸಲಾಗಿದೆ. ವಿಶ್ವ ಕ್ಯಾನ್ಸರ್ ದಿನದ ಅಂಗವಾಗಿ ಉಚಿತ ತಪಾಸಣಾ ಶಿಬಿರ ಹಾಗೂ ಜಾಗೃತಿ ಜಾಥಾ ನಡೆಯಲಿದೆ ಎಂದು ಆಯೋಜಕರು ತಿಳಿಸಿದರು. ಕ್ಯಾನ್ಸರ್ ರೋಗವನ್ನು ಆರಂಭಿಕ ಹಂತದಲ್ಲಿ ಪತ್ತೆ ಹಚ್ಚಿದರೆ ಗುಣಪಡಿಸಬಹುದು. ಆದ್ದರಿಂದ ನಿಯಮಿತ ತಪಾಸಣೆ ಅಗತ್ಯ ಎಂದು ವೈದ್ಯರು ಸಲಹೆ ನೀಡಿದರು. ತಂಬಾಕು ಸೇವನೆ, ಮದ್ಯಪಾನ ಮುಂತಾದ ದುಶ್ಚಟಗಳಿಂದ ದೂರವಿರಬೇಕು. ಆರೋಗ್ಯಕರ ಜೀವನಶೈಲಿ ಅಳವಡಿಸಿಕೊಳ್ಳಬೇಕು ಎಂದು ಹೇಳಿದರು. ಕಳೆದ ವರ್ಷ 30268 ಮಂದಿ ತಪಾಸಣೆಗೆ ಒಳಗಾಗಿದ್ದು, ಈ ಬಾರಿ ಹೆಚ್ಚಿನ ಸಂಖ್ಯೆಯಲ್ಲಿ ಜನರು ಭಾಗವಹಿಸುವ ನಿರೀಕ್ಷೆಯಿದೆ. ಸಾರ್ವಜನಿಕರು ಈ ಅವಕಾಶವನ್ನು ಸದುಪಯೋಗಪಡಿಸಿಕೊಳ್ಳಬೇಕು. ಹೆಚ್ಚಿನ ಮಾಹಿತಿಗೆ 97403 80466 ಸಂಖ್ಯೆಯನ್ನು ಸಂಪರ್ಕಿಸಬಹುದು ಎಂದು ತಿಳಿಸಿದರು. bbox=[451, 1314, 869, 1413]
article-photo bbox=[451, 1533, 869, 1656]
masthead bbox=[0, 0, 1532, 56]
article-headline: ಜಿಲ್ಲಾ ಮಂತ್ರಿ ನ್ಯಾಯದ ಪರವೋ, ಅನ್ಯಾಯದ ಪರವೋ ಸ್ಪಷ್ಟ ಪಡಿಸಲಿ bbox=[471, 664, 972, 691]
paper-logo bbox=[273, 16, 495, 42]
article-headline: ಮುಂಡಘಟ್ಟದಲ್ಲಿ ಎನ್ ಎಸ್ ಎಸ್ ವಾರ್ಷಿಕ ವಿಶೇಷ ಶಿಬಿರಕ್ಕೆ ಅದ್ದೂರಿ ಚಾಲನೆ bbox=[437, 1498, 1007, 1525]
article-136-mlas bbox=[309, 867, 1135, 1141]
photo-press-meet-1 bbox=[588, 701, 868, 821]
article-headline: ಅನಂತ್ ಸುಬ್ಬರಾವ್ ನಿಧನ, ಕಾರ್ಮಿಕ ವರ್ಗ ಬಡ bbox=[497, 428, 947, 461]
article-body: ದಾವಣಗೆರೆ: ಹಿರಿಯ ಕಾರ್ಮಿಕ ಮುಖಂಡ ಅನಂತ್ ಸುಬ್ಬರಾವ್ ನಿಧನರಾದ ಹಿನ್ನೆಲೆಯಲ್ಲಿ ಕಾರ್ಮಿಕ ಸಂಘಟನೆಗಳು ಸಂತಾಪ ಸೂಚಿಸಿದವು. ನಗರದ ಕಾರ್ಮಿಕ ಭವನದಲ್ಲಿ ನಡೆದ ಸಂತಾಪ ಸಭೆಯಲ್ಲಿ ಮಾತನಾಡಿದ ಮುಖಂಡರು, ಕಾರ್ಮಿಕ ಹೋರಾಟಕ್ಕೆ ಅವರ ಕೊಡುಗೆ ಅಪಾರ ಎಂದು ಸ್ಮರಿಸಿದರು. ದಶಕಗಳ ಕಾಲ ಕಾರ್ಮಿಕರ ಹಕ್ಕುಗಳಿಗಾಗಿ ಹೋರಾಡಿದ ಅವರು, ಸಂಘಟನೆಯ ಬೆಳವಣಿಗೆಗೆ ಶ್ರಮಿಸಿದ್ದರು. ಅವರ ನಿಧನದಿಂದ ಕಾರ್ಮಿಕ ವರ್ಗಕ್ಕೆ ತುಂಬಲಾರದ ನಷ್ಟವಾಗಿದೆ ಎಂದು ಹೇಳಿದರು. ಸಭೆಯಲ್ಲಿ ಕಾರ್ಮಿಕ ಸಂಘಗಳ ಪದಾಧಿಕಾರಿಗಳು, ಕಾರ್ಯಕರ್ತರು ಭಾಗವಹಿಸಿ ಶ್ರದ್ಧಾಂಜಲಿ ಅರ್ಪಿಸಿದರು. ಎರಡು ನಿಮಿಷ ಮೌನಾಚರಣೆ ಮಾಡಲಾಯಿತು. ಅನಂತ್ ಸುಬ್ಬರಾವ್ ಅವರ ಕುಟುಂಬಕ್ಕೆ ಸಾಂತ್ವನ ಹೇಳಲಾಯಿತು. ಸರ್ಕಾರ ಸೂಕ್ತ ಪರಿಹಾರ ನೀಡಬೇಕು ಎಂದು ಒತ್ತಾಯಿಸಲಾಯಿತು. bbox=[309, 471, 732, 555]
divider bbox=[24, 608, 294, 609]
article-body: ದಾವಣಗೆರೆ : ಜಿಲ್ಲಾ ಕ್ರಿಕೆಟ್ ಸಂಸ್ಥೆಯಿಂದ ಆಯೋಜಿಸಲಾಗಿದ್ದ ಕ್ರಿಕೆಟ್ ಪಂದ್ಯಾವಳಿಯ ಉದ್ಘಾಟನಾ ಸಮಾರಂಭದಲ್ಲಿ ಮಾತನಾಡಿದ ದಿನೇಶ್ ಕೆ ಶೆಟ್ಟಿ ಅವರು, ಕ್ಲಬ್ ಎಂದು ನೋಡದೆ ಸರಿಯಾದ ಪ್ರತಿಭೆಗೆ ಅವಕಾಶ ಕೊಡಬೇಕು ಎಂದರು. ಕ್ರೀಡಾಪಟುಗಳ ಪ್ರತಿಭೆಯನ್ನು ಗುರುತಿಸಿ ಪ್ರೋತ್ಸಾಹಿಸುವ ಕೆಲಸ ಆಗಬೇಕು. ಆಟಗಾರರಿಗೆ ಸೂಕ್ತ ತರಬೇತಿ ಹಾಗೂ ಸೌಲಭ್ಯ ಕಲ್ಪಿಸುವ ಮೂಲಕ ಅವರನ್ನು ರಾಜ್ಯ ಮತ್ತು ರಾಷ್ಟ್ರ ಮಟ್ಟಕ್ಕೆ ಬೆಳೆಸಬೇಕು ಎಂದು ಹೇಳಿದರು. ಸಂಸ್ಥೆಯ ಪದಾಧಿಕಾರಿಗಳು, ತರಬೇತುದಾರರು, ಕ್ರೀಡಾಪಟುಗಳು ಹಾಗೂ ಪೋಷಕರು ಕಾರ್ಯಕ್ರಮದಲ್ಲಿ ಉಪಸ್ಥಿತರಿದ್ದರು. ಪಂದ್ಯಾವಳಿಯಲ್ಲಿ ಒಟ್ಟು 16 ತಂಡಗಳು ಭಾಗವಹಿಸಿವೆ ಎಂದು ತಿಳಿಸಿದರು. ಸಮಾರಂಭದಲ್ಲಿ ಗಣ್ಯರು ಉಪಸ್ಥಿತರಿದ್ದು, ಆಟಗಾರರಿಗೆ ಶುಭ ಹಾರೈಸಿದರು. ನಂತರ ಉದ್ಘಾಟನಾ ಪಂದ್ಯ ನಡೆಯಿತು. bbox=[309, 333, 869, 403]
edition-2: ಶಿವಮೊಗ್ಗ bbox=[822, 20, 869, 37]
article-photo bbox=[451, 1197, 869, 1308]
article-cancer-awareness bbox=[309, 1160, 1135, 1478]
svg-text:DAVANGERE DIST REPORTERS GUILD: DAVANGERE DIST REPORTERS GUILD bbox=[543, 1207, 784, 1221]
article-body: ದಾವಣಗೆರೆ: ಕಾರ್ಮಿಕ ವರ್ಗದ ಧೀಮಂತ ನಾಯಕ ಹೆಚ್.ವಿ.ಅನಂತಸುಬ್ಬರಾವ್ ಅವರ ನಿಧನಕ್ಕೆ ವಿವಿಧ ಸಂಘಟನೆಗಳು ಸಂತಾಪ ಸೂಚಿಸಿವೆ. ದಶಕಗಳ ಕಾಲ ಕಾರ್ಮಿಕ ಚಳವಳಿಯಲ್ಲಿ ಸಕ್ರಿಯರಾಗಿದ್ದ ಅವರು, ಕಾರ್ಮಿಕರ ಹಕ್ಕುಗಳಿಗಾಗಿ ನಿರಂತರವಾಗಿ ಹೋರಾಡಿದ್ದರು. ಅವರ ಸರಳ ಜೀವನ, ನಿಷ್ಠೆ ಹಾಗೂ ಬದ್ಧತೆ ಎಲ್ಲರಿಗೂ ಮಾದರಿ. ಕಾರ್ಮಿಕ ವರ್ಗಕ್ಕೆ ಅವರ ಕೊಡುಗೆ ಅಪಾರವಾಗಿದೆ ಎಂದು ಸ್ಮರಿಸಲಾಯಿತು. ಅವರ ಅಂತ್ಯಕ್ರಿಯೆಯಲ್ಲಿ ನೂರಾರು ಕಾರ್ಮಿಕರು, ಮುಖಂಡರು ಭಾಗವಹಿಸಿ ಅಂತಿಮ ನಮನ ಸಲ್ಲಿಸಿದರು. ಕುಟುಂಬಕ್ಕೆ ಸಾಂತ್ವನ ಹೇಳಿದ ಮುಖಂಡರು, ಅವರ ಆದರ್ಶಗಳನ್ನು ಮುಂದುವರೆಸುವ ಸಂಕಲ್ಪ ಮಾಡಿದರು. bbox=[1150, 920, 1484, 1005]
article-headline: ಇ-ಸ್ವತ್ತು 2.0 ತಂತ್ರಾಂಶದ ತೊಡಕು,ಸಾರ್ವಜನಿಕರ ಸಂಕಷ್ಟ bbox=[62, 69, 255, 118]
photo-health-camp bbox=[1151, 1095, 1483, 1223]
photo-memorandum-submission bbox=[1151, 127, 1483, 274]
photo-caption: ದಾವಣಗೆರೆ ಜಿಲ್ಲಾಧಿಕಾರಿಗಳಿಗೆ ಮನವಿ ಸಲ್ಲಿಸಲಾಯಿತು. bbox=[1150, 277, 1289, 287]
article-sir-memorandum bbox=[1150, 68, 1484, 411]
article-hv-anantasubbarao bbox=[1150, 702, 1484, 1008]
article-body-side: ದಾವಣಗೆರೆ: ರಾಜ್ಯ ಸರ್ಕಾರಕ್ಕೆ 136 ಶಾಸಕರ ಬಲವಿದ್ದರೂ ಮುಖ್ಯಮಂತ್ರಿ ಸಿದ್ದರಾಮಯ್ಯ ಅತಂತ್ರ ಸ್ಥಿತಿಯಲ್ಲಿದ್ದಾರೆ ಎಂದು ಸಂಸದ ಈರಣ್ಣ ಕಡಾಡಿ ವ್ಯಂಗ್ಯವಾಡಿದರು. ದಾವಣಗೆರೆ ಜಿಲ್ಲಾ ವರದಿಗಾರರ ಸಂಘದಲ್ಲಿ ಸುದ್ದಿಗೋಷ್ಠಿ ನಡೆಸಿ ಮಾತನಾಡಿದ ಅವರು, 136 ಶಾಸಕರನ್ನು ಹೊಂದಿರುವ ಸರ್ಕಾರ ಸ್ಥಿರತೆ ಕಾಯ್ದುಕೊಳ್ಳಲು ವಿಫಲವಾಗಿದೆ ಎಂದರು. ಕಾಂಗ್ರೆಸ್ ಪಕ್ಷದ ಆಂತರಿಕ ಭಿನ್ನಮತ ಬಹಿರಂಗವಾಗಿದೆ. ನಾಯಕತ್ವ ಬದಲಾವಣೆಯ ಕೂಗು ಪಕ್ಷದೊಳಗೆ ಕೇಳಿಬರುತ್ತಿದೆ ಎಂದು ಟೀಕಿಸಿದರು. ಅಭಿವೃದ್ಧಿ ಕಾರ್ಯಗಳು ಸ್ಥಗಿತಗೊಂಡಿವೆ. ಜನರಿಗೆ ಭರವಸೆ ನೀಡಿದ ಯೋಜನೆಗಳು ಜಾರಿಯಾಗಿಲ್ಲ ಎಂದು ಆರೋಪಿಸಿದರು. ಮುಂಬರುವ ದಿನಗಳಲ್ಲಿ ರಾಜ್ಯದಲ್ಲಿ ರಾಜಕೀಯ ಬೆಳವಣಿಗೆಗಳು ನಡೆಯಲಿವೆ. ಬಿಜೆಪಿ ಜನರ ಸಮಸ್ಯೆಗಳಿಗೆ ಧ್ವನಿಯಾಗಲಿದೆ ಎಂದು ಹೇಳಿದರು. ಸುದ್ದಿಗೋಷ್ಠಿಯಲ್ಲಿ ಬಿಜೆಪಿ ಜಿಲ್ಲಾ ಘಟಕದ ಅಧ್ಯಕ್ಷರು ಹಾಗೂ ಪದಾಧಿಕಾರಿಗಳು ಉಪಸ್ಥಿತರಿದ್ದರು. bbox=[879, 924, 1135, 1068]
article-cricket bbox=[309, 68, 1135, 406]
article-body: ದಾವಣಗೆರೆ: ರಾಜ್ಯ ಸರ್ಕಾರಕ್ಕೆ 136 ಶಾಸಕರ ಬಲವಿದ್ದರೂ ಮುಖ್ಯಮಂತ್ರಿ ಸಿದ್ದರಾಮಯ್ಯ ಅತಂತ್ರ ಸ್ಥಿತಿಯಲ್ಲಿದ್ದಾರೆ ಎಂದು ಸಂಸದ ಈರಣ್ಣ ಕಡಾಡಿ ವ್ಯಂಗ್ಯವಾಡಿದರು. ದಾವಣಗೆರೆ ಜಿಲ್ಲಾ ವರದಿಗಾರರ ಸಂಘದಲ್ಲಿ ಸುದ್ದಿಗೋಷ್ಠಿ ನಡೆಸಿ ಮಾತನಾಡಿದ ಅವರು, 136 ಶಾಸಕರನ್ನು ಹೊಂದಿರುವ ಸರ್ಕಾರ ಸ್ಥಿರತೆ ಕಾಯ್ದುಕೊಳ್ಳಲು ವಿಫಲವಾಗಿದೆ ಎಂದರು. ಕಾಂಗ್ರೆಸ್ ಪಕ್ಷದ ಆಂತರಿಕ ಭಿನ್ನಮತ ಬಹಿರಂಗವಾಗಿದೆ. ನಾಯಕತ್ವ ಬದಲಾವಣೆಯ ಕೂಗು ಪಕ್ಷದೊಳಗೆ ಕೇಳಿಬರುತ್ತಿದೆ ಎಂದು ಟೀಕಿಸಿದರು. ಅಭಿವೃದ್ಧಿ ಕಾರ್ಯಗಳು ಸ್ಥಗಿತಗೊಂಡಿವೆ. ಜನರಿಗೆ ಭರವಸೆ ನೀಡಿದ ಯೋಜನೆಗಳು ಜಾರಿಯಾಗಿಲ್ಲ ಎಂದು ಆರೋಪಿಸಿದರು. ಮುಂಬರುವ ದಿನಗಳಲ್ಲಿ ರಾಜ್ಯದಲ್ಲಿ ರಾಜಕೀಯ ಬೆಳವಣಿಗೆಗಳು ನಡೆಯಲಿವೆ. ಬಿಜೆಪಿ ಜನರ ಸಮಸ್ಯೆಗಳಿಗೆ ಧ್ವನಿಯಾಗಲಿದೆ ಎಂದು ಹೇಳಿದರು. ಸುದ್ದಿಗೋಷ್ಠಿಯಲ್ಲಿ ಬಿಜೆಪಿ ಜಿಲ್ಲಾ ಘಟಕದ ಅಧ್ಯಕ್ಷರು ಹಾಗೂ ಪದಾಧಿಕಾರಿಗಳು ಉಪಸ್ಥಿತರಿದ್ದರು. bbox=[309, 1068, 869, 1138]
article-photo bbox=[309, 113, 869, 328]
article-headline: ರಾಜ್ಯ ಸರ್ಕಾರಕ್ಕೆ 136 ಶಾಸಕರಿದ್ದೂ ಸಿದ್ದರಾಮಯ್ಯ ಅತಂತ್ರ ಸಿಎಂ: ಈರಣ್ಣ ಕಡಾಡಿ bbox=[424, 867, 1020, 895]
photo-police-meeting bbox=[1151, 468, 1483, 589]
article-headline: ಜಿಲ್ಲಾ ಪೊಲೀಸ್ ಕಚೇರಿಯಲ್ಲಿ ಎಸ್ಸಿ, ಎಸ್ಟಿ ಸಭೆ bbox=[1151, 431, 1483, 459]
photo-labour-leader-tribute bbox=[1151, 770, 1483, 899]
svg-text:DAVANGERE DIST REPORTERS GUILD: DAVANGERE DIST REPORTERS GUILD bbox=[445, 915, 736, 933]
divider bbox=[309, 858, 1135, 859]
article-driver-health bbox=[1150, 1027, 1484, 1346]
article-body: ದಾವಣಗೆರೆ: ಕನ್ನಡ ಅಭಿವೃದ್ಧಿ ಪ್ರಾಧಿಕಾರದ ಅಧ್ಯಕ್ಷರು ಜಿಲ್ಲಾ ಪ್ರವಾಸ ಕೈಗೊಂಡಿದ್ದಾರೆ. ಫೆಬ್ರವರಿ 10 ರಂದು ಬೆಳಗ್ಗೆ 10 ಗಂಟೆಗೆ ಜಿಲ್ಲಾಧಿಕಾರಿಗಳ ಕಚೇರಿ ಸಭಾಂಗಣದಲ್ಲಿ ಸಭೆ ನಡೆಯಲಿದೆ. ಕನ್ನಡ ಭಾಷೆ ಅನುಷ್ಠಾನ ಕುರಿತು ಪ್ರಗತಿ ಪರಿಶೀಲನೆ ನಡೆಸಲಾಗುವುದು. bbox=[24, 1108, 294, 1149]
masthead-contact bbox=[21, 12, 265, 47]
article-photo bbox=[1150, 1094, 1484, 1224]
contact-line-1: ಕರ್ನಾಟಕದ ಹಾಗೂ ಸುದ್ದಿಗಳಿಗೆ ಸಂಪರ್ಕಿಸಿ; bbox=[66, 14, 220, 27]
photo-caption: ದಾವಣಗೆರೆ ಜಿಲ್ಲಾ ಪೊಲೀಸ್ ಕಚೇರಿಯಲ್ಲಿ ಸಭೆ ನಡೆಯಿತು. bbox=[1150, 593, 1298, 603]
article-photo bbox=[1150, 126, 1484, 274]
globe-icon bbox=[371, 16, 397, 42]
edition-separator-2: / bbox=[880, 20, 885, 37]
article-photo bbox=[1150, 770, 1484, 899]
photo-caption: ಸೇರಿದಂತೆ ರಾಮು, ಎಸ್.ಎಲ್.ಉಮೇಶ್, ಪಿ.ಆರ್.ರಾಜು, ಡಿ.ಆರ್.ಪುಂಡಲೀಕ, ಎ.ಕೆ.ಶಿವ, ಸಿ.ಎಸ್.ಉಮೇಶ್, ಎಸ್.ಕೆ.ಬಾಲ ಮತ್ತಿತರರು ಉಪಸ್ಥಿತರಿದ್ದರು. bbox=[742, 632, 1134, 642]
article-headline: ಕನ್ನಡ ಅಭಿವೃದ್ಧಿ ಪ್ರಾಧಿಕಾರದ ಅಧ್ಯಕ್ಷರ ಜಿಲ್ಲಾ ಪ್ರವಾಸ bbox=[53, 1041, 265, 1099]
photo-cricket-team bbox=[310, 113, 868, 327]
article-body-side: ದಾವಣಗೆರೆ: ಮುಂಡಘಟ್ಟ ಗ್ರಾಮದಲ್ಲಿ ಎನ್ ಎಸ್ ಎಸ್ ವಾರ್ಷಿಕ ವಿಶೇಷ ಶಿಬಿರಕ್ಕೆ ಅದ್ದೂರಿ ಚಾಲನೆ ನೀಡಲಾಯಿತು. ಏಳು ದಿನಗಳ ಕಾಲ ನಡೆಯುವ ಈ ಶಿಬಿರದಲ್ಲಿ ವಿದ್ಯಾರ್ಥಿಗಳು ಗ್ರಾಮದ ಸ್ವಚ್ಛತೆ, ಜಾಗೃತಿ ಕಾರ್ಯಕ್ರಮಗಳಲ್ಲಿ ಪಾಲ್ಗೊಳ್ಳಲಿದ್ದಾರೆ. ಶಿಬಿರದ ಉದ್ಘಾಟನೆ ನೆರವೇರಿಸಿದ ಗಣ್ಯರು, ಸಮಾಜ ಸೇವೆಯ ಮಹತ್ವವನ್ನು ವಿದ್ಯಾರ್ಥಿಗಳಿಗೆ ತಿಳಿಸಿದರು. ಗ್ರಾಮೀಣ ಜನರ ಜೀವನ ಶೈಲಿಯನ್ನು ಅರಿತು ಅವರ ಸಮಸ್ಯೆಗಳಿಗೆ ಸ್ಪಂದಿಸುವ ಮನೋಭಾವ ಬೆಳೆಸಿಕೊಳ್ಳಬೇಕು ಎಂದು ಸಲಹೆ ನೀಡಿದರು. ಶಿಬಿರದಲ್ಲಿ 15 ಎನ್ ಎಸ್ ಎಸ್ ಸ್ವಯಂಸೇವಕರು ಭಾಗವಹಿಸಿದ್ದು, ವಿವಿಧ ಕಾರ್ಯಕ್ರಮಗಳನ್ನು ಹಮ್ಮಿಕೊಳ್ಳಲಾಗಿದೆ. bbox=[879, 1535, 1135, 1634]
